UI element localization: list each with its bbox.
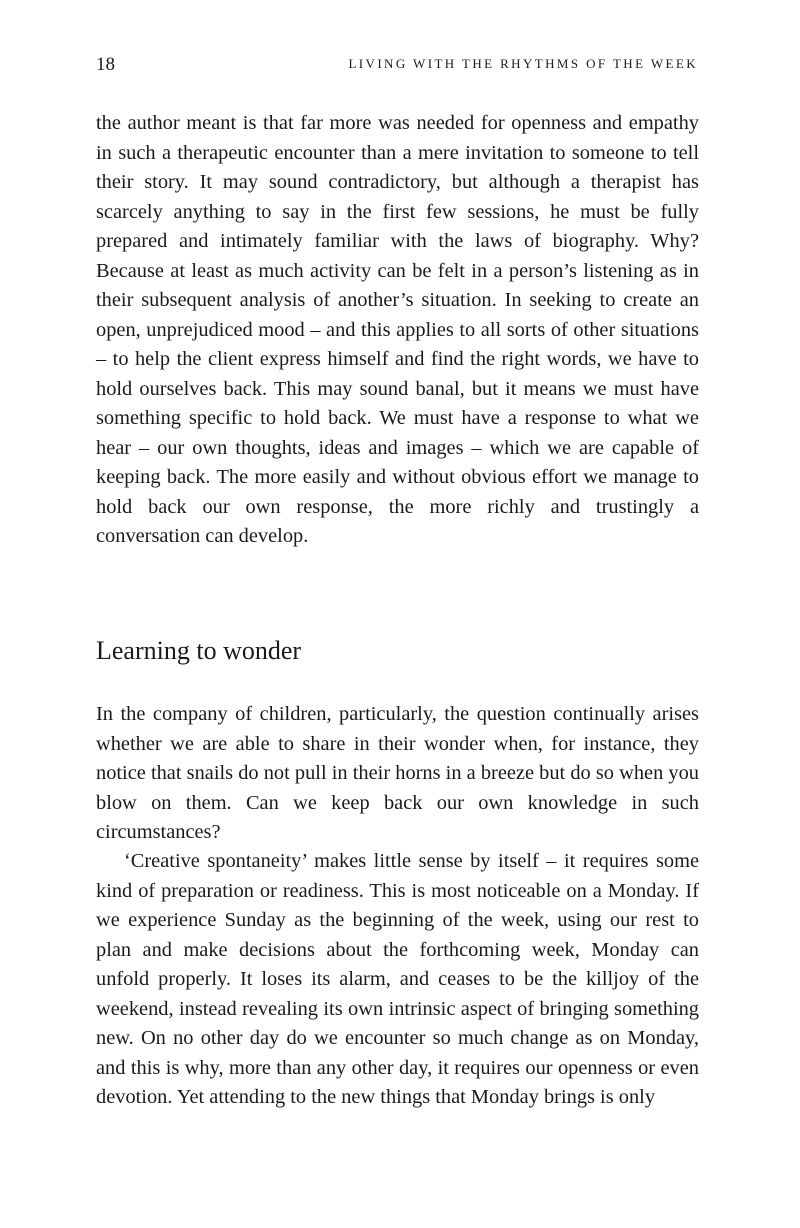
section-heading: Learning to wonder — [96, 636, 302, 665]
page-number: 18 — [96, 54, 115, 75]
body-paragraph: the author meant is that far more was needed for openness and empathy in such a therapeutic encounter than a mere invitation to someone to tell their story. It may sound contradictory, but although a therapist has scarcely anything to say in the first few sessions, he must be fully prepared and intimately familiar with the laws of biography. Why? Because at least as much activity can be felt in a person’s listening as in their subsequent analysis of another’s situation. In seeking to create an open, unprejudiced mood – and this applies to all sorts of other situations – to help the client express himself and find the right words, we have to hold ourselves back. This may sound banal, but it means we must have something specific to hold back. We must have a response to what we hear – our own thoughts, ideas and images – which we are capable of keeping back. The more easily and without obvious effort we manage to hold back our own response, the more richly and trustingly a conversation can develop. — [96, 112, 699, 547]
body-paragraph: In the company of children, particularly, the question continually arises whether we are able to share in their wonder when, for instance, they notice that snails do not pull in their horns in a breeze but do so when you blow on them. Can we keep back our own knowledge in such circumstances? — [96, 703, 699, 843]
running-head: LIVING WITH THE RHYTHMS OF THE WEEK — [348, 56, 698, 71]
page-header — [96, 54, 698, 78]
body-paragraph: ‘Creative spontaneity’ makes little sense by itself – it requires some kind of preparation or readiness. This is most noticeable on a Monday. If we experience Sunday as the beginning of the week, using our rest to plan and make decisions about the forthcoming week, Monday can unfold properly. It loses its alarm, and ceases to be the killjoy of the weekend, instead revealing its own intrinsic aspect of bringing something new. On no other day do we encounter so much change as on Monday, and this is why, more than any other day, it requires our openness or even devotion. Yet attending to the new things that Monday brings is only — [96, 850, 699, 1108]
